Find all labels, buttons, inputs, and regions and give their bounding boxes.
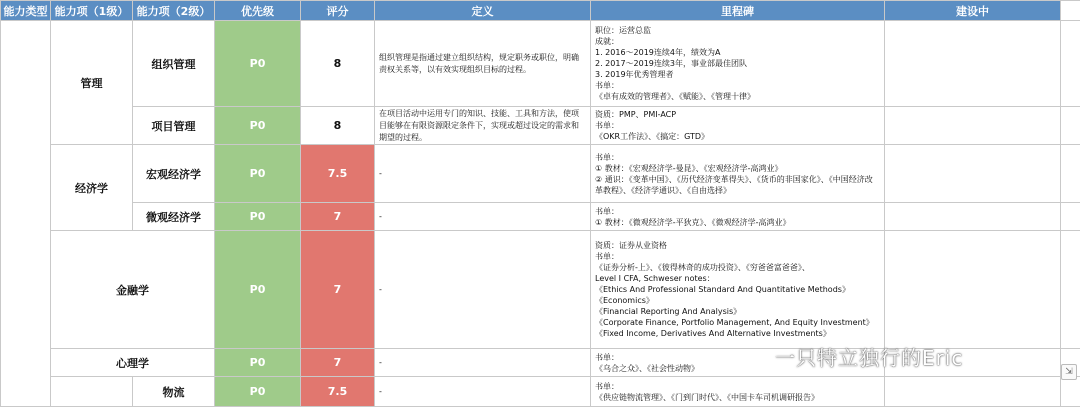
priority-cell[interactable]: P0: [215, 231, 301, 349]
table-row: [1, 21, 1080, 107]
priority-cell[interactable]: P0: [215, 21, 301, 107]
level2-cell[interactable]: 微观经济学: [133, 203, 215, 231]
watermark: [751, 343, 963, 369]
extra-cell[interactable]: [1061, 203, 1080, 231]
header-cell-blank[interactable]: [1061, 1, 1080, 21]
header-cell[interactable]: 建设中: [885, 1, 1061, 21]
score-cell[interactable]: 7.5: [301, 377, 375, 407]
level2-cell[interactable]: 宏观经济学: [133, 145, 215, 203]
score-cell[interactable]: 7: [301, 231, 375, 349]
level2-cell[interactable]: 项目管理: [133, 107, 215, 145]
header-cell[interactable]: 能力类型: [1, 1, 51, 21]
building-cell[interactable]: [885, 21, 1061, 107]
header-cell[interactable]: 定义: [375, 1, 591, 21]
definition-cell[interactable]: 组织管理是指通过建立组织结构，规定职务或职位，明确责权关系等，以有效实现组织目标的过程。: [375, 21, 591, 107]
score-cell[interactable]: 7: [301, 203, 375, 231]
milestone-cell[interactable]: 书单： ① 教材：《宏观经济学-曼昆》、《宏观经济学-高鸿业》 ② 通识：《变革中国》、《历代经济变革得失》、《货币的非国家化》、《中国经济改革教程》、《经济学通识》、《自由选择》: [591, 145, 885, 203]
table-row: [1, 231, 1080, 349]
extra-cell[interactable]: [1061, 377, 1080, 407]
category-cell[interactable]: 金融学: [51, 231, 215, 349]
header-cell[interactable]: 能力项（2级）: [133, 1, 215, 21]
extra-cell[interactable]: [1061, 231, 1080, 349]
score-cell[interactable]: 7: [301, 349, 375, 377]
table-row: [1, 107, 1080, 145]
header-row: [1, 1, 1080, 21]
priority-cell[interactable]: P0: [215, 377, 301, 407]
building-cell[interactable]: [885, 203, 1061, 231]
category-cell[interactable]: 心理学: [51, 349, 215, 377]
definition-cell[interactable]: -: [375, 377, 591, 407]
building-cell[interactable]: [885, 107, 1061, 145]
definition-cell[interactable]: -: [375, 145, 591, 203]
extra-cell[interactable]: [1061, 107, 1080, 145]
milestone-cell[interactable]: 书单： ① 教材：《微观经济学-平狄克》、《微观经济学-高鸿业》: [591, 203, 885, 231]
definition-cell[interactable]: -: [375, 349, 591, 377]
table-row: [1, 145, 1080, 203]
milestone-cell[interactable]: 书单： 《供应链物流管理》、《门到门时代》、《中国卡车司机调研报告》: [591, 377, 885, 407]
score-cell[interactable]: 8: [301, 107, 375, 145]
header-cell[interactable]: 评分: [301, 1, 375, 21]
header-cell[interactable]: 能力项（1级）: [51, 1, 133, 21]
wechat-icon: [751, 348, 769, 364]
priority-cell[interactable]: P0: [215, 203, 301, 231]
building-cell[interactable]: [885, 231, 1061, 349]
definition-cell[interactable]: -: [375, 203, 591, 231]
watermark-text: 一只特立独行的Eric: [775, 342, 963, 371]
milestone-cell[interactable]: 书单： 《乌合之众》、《社会性动物》: [591, 349, 885, 377]
header-cell[interactable]: 里程碑: [591, 1, 885, 21]
type-column-blank[interactable]: [1, 21, 51, 407]
building-cell[interactable]: [885, 145, 1061, 203]
level2-cell[interactable]: 物流: [133, 377, 215, 407]
table-row: [1, 203, 1080, 231]
definition-cell[interactable]: 在项目活动中运用专门的知识、技能、工具和方法，使项目能够在有限资源限定条件下，实现或超过设定的需求和期望的过程。: [375, 107, 591, 145]
category-cell[interactable]: 经济学: [51, 145, 133, 231]
extra-cell[interactable]: [1061, 145, 1080, 203]
level2-cell[interactable]: 组织管理: [133, 21, 215, 107]
category-cell[interactable]: 管理: [51, 21, 133, 145]
milestone-cell[interactable]: 资质：证券从业资格 书单： 《证券分析-上》、《彼得林奇的成功投资》、《穷爸爸富爸爸》、 Level I CFA, Schweser notes： 《Ethics And Professional Standard And Quantitative Methods》 《Economics》 《Financial Reporting And Analysis》 《Corporate Finance, Portfolio Management, And Equity Investment》 《Fixed Income, Derivatives And Alternative Investments》: [591, 231, 885, 349]
priority-cell[interactable]: P0: [215, 107, 301, 145]
extra-cell[interactable]: [1061, 21, 1080, 107]
priority-cell[interactable]: P0: [215, 349, 301, 377]
definition-cell[interactable]: -: [375, 231, 591, 349]
header-cell[interactable]: 优先级: [215, 1, 301, 21]
table-row: [1, 377, 1080, 407]
category-cell-blank[interactable]: [51, 377, 133, 407]
milestone-cell[interactable]: 资质：PMP、PMI-ACP 书单： 《OKR工作法》、《搞定：GTD》: [591, 107, 885, 145]
expand-icon[interactable]: ⇲: [1061, 364, 1077, 380]
milestone-cell[interactable]: 职位：运营总监 成就： 1. 2016～2019连续4年，绩效为A 2. 2017～2019连续3年，事业部最佳团队 3. 2019年优秀管理者 书单： 《卓有成效的管理者》、《赋能》、《管理十律》: [591, 21, 885, 107]
building-cell[interactable]: [885, 377, 1061, 407]
priority-cell[interactable]: P0: [215, 145, 301, 203]
score-cell[interactable]: 7.5: [301, 145, 375, 203]
score-cell[interactable]: 8: [301, 21, 375, 107]
